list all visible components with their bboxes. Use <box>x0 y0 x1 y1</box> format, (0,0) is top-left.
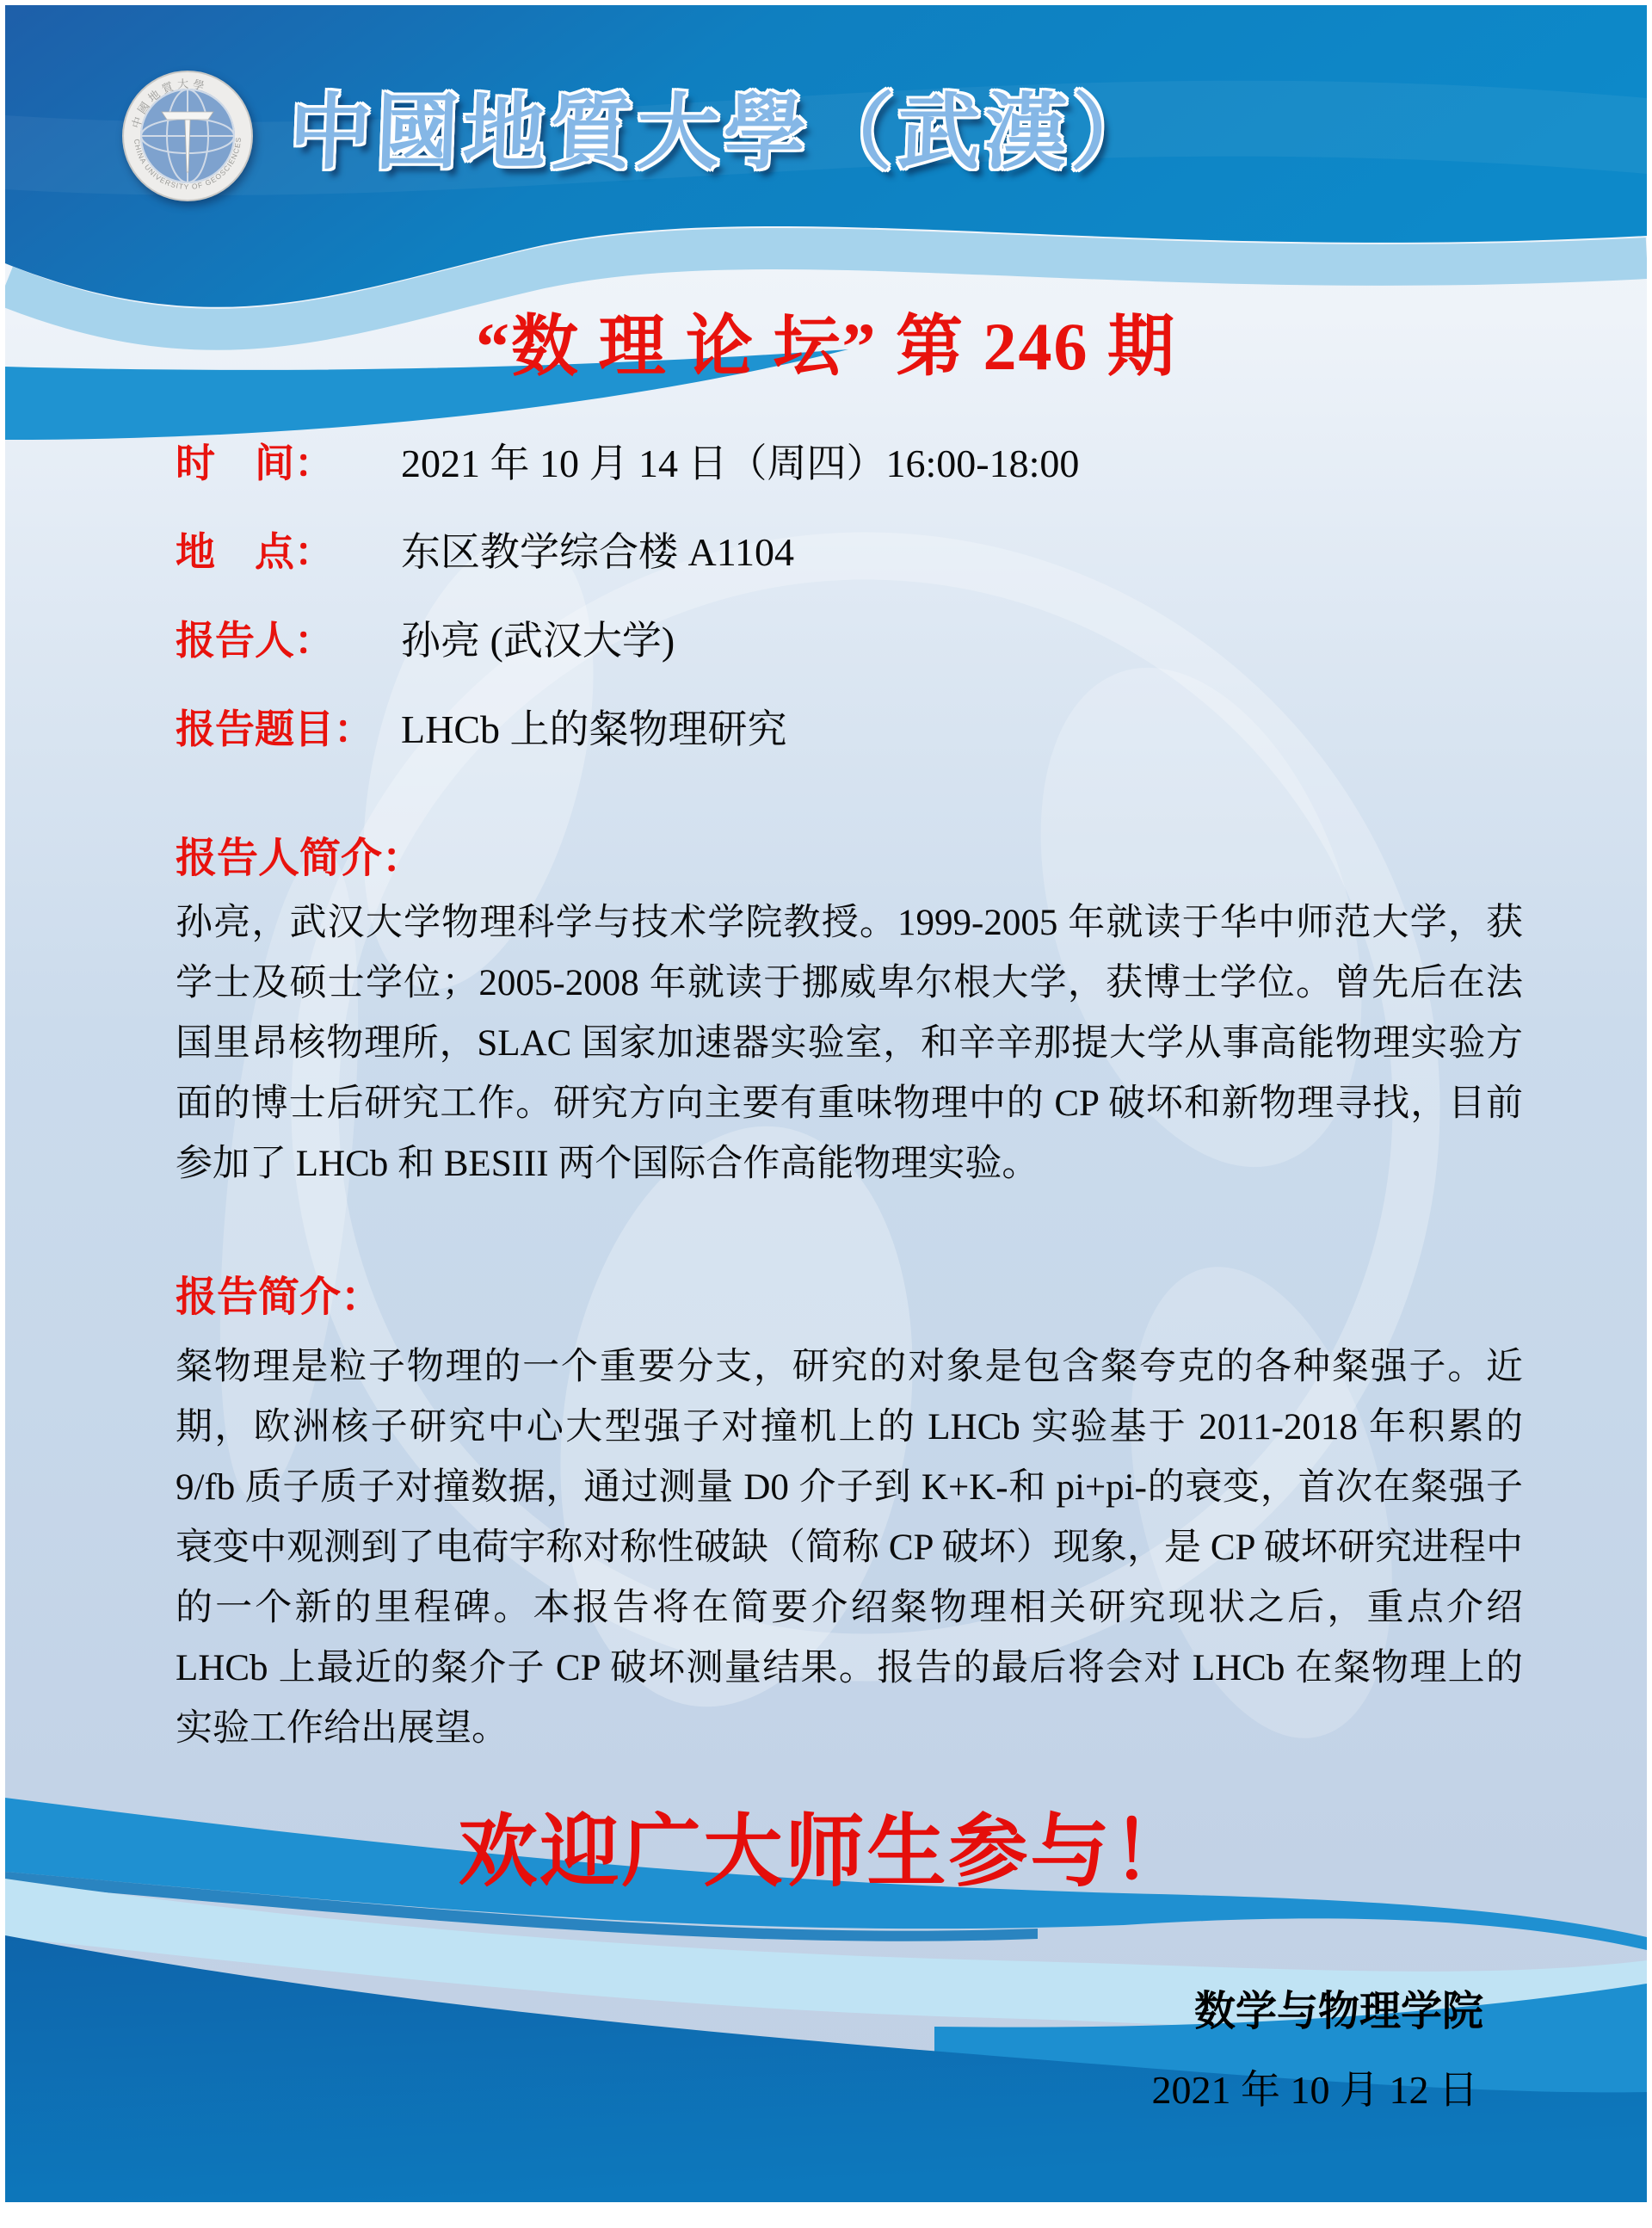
topic-value: LHCb 上的粲物理研究 <box>401 707 787 751</box>
poster-canvas <box>5 5 1647 2223</box>
topic-label: 报告题目： <box>176 707 373 751</box>
speaker-value: 孙亮 (武汉大学) <box>401 619 675 663</box>
abstract-section-heading: 报告简介： <box>176 1274 383 1320</box>
logo-ring-top-text: 中國地質大學 <box>129 77 209 130</box>
speaker-label: 报告人： <box>176 618 334 663</box>
speaker-bio-text: 孙亮，武汉大学物理科学与技术学院教授。1999-2005 年就读于华中师范大学，获学士及硕士学位；2005-2008 年就读于挪威卑尔根大学，获博士学位。曾先后在法国里昂核物理所，SLAC 国家加速器实验室，和辛辛那提大学从事高能物理实验方面的博士后研究工作。研究方向主要有重味物理中的 CP 破坏和新物理寻找，目前参加了 LHCb 和 BESIII 两个国际合作高能物理实验。 <box>176 903 1523 1184</box>
university-name: 中國地質大學（武漢） <box>287 87 1160 179</box>
time-label: 时 间： <box>176 441 334 485</box>
university-logo <box>119 67 256 205</box>
abstract-text: 粲物理是粒子物理的一个重要分支，研究的对象是包含粲夸克的各种粲强子。近期，欧洲核子研究中心大型强子对撞机上的 LHCb 实验基于 2011-2018 年积累的 9/fb 质子质子对撞数据，通过测量 D0 介子到 K+K-和 pi+pi-的衰变，首次在粲强子衰变中观测到了电荷宇称对称性破缺（简称 CP 破坏）现象，是 CP 破坏研究进程中的一个新的里程碑。本报告将在简要介绍粲物理相关研究现状之后，重点介绍 LHCb 上最近的粲介子 CP 破坏测量结果。报告的最后将会对 LHCb 在粲物理上的实验工作给出展望。 <box>176 1347 1523 1749</box>
time-value: 2021 年 10 月 14 日（周四）16:00-18:00 <box>401 441 1080 485</box>
location-value: 东区教学综合楼 A1104 <box>401 530 795 574</box>
speaker-section-heading: 报告人简介： <box>176 836 424 881</box>
forum-title: “数 理 论 坛” 第 246 期 <box>475 309 1176 384</box>
welcome-message: 欢迎广大师生参与！ <box>458 1808 1194 1896</box>
detail-row-time <box>176 432 1526 485</box>
details-list <box>176 432 1526 787</box>
detail-row-location <box>176 521 1526 574</box>
detail-row-topic <box>176 698 1526 751</box>
bottom-white-strip <box>5 2202 1647 2223</box>
logo-ring-bottom-text: CHINA UNIVERSITY OF GEOSCIENCES <box>133 136 243 192</box>
location-label: 地 点： <box>176 529 334 574</box>
organizer-name: 数学与物理学院 <box>1193 1989 1483 2034</box>
detail-row-speaker <box>176 609 1526 663</box>
poster-date: 2021 年 10 月 12 日 <box>1151 2068 1478 2112</box>
